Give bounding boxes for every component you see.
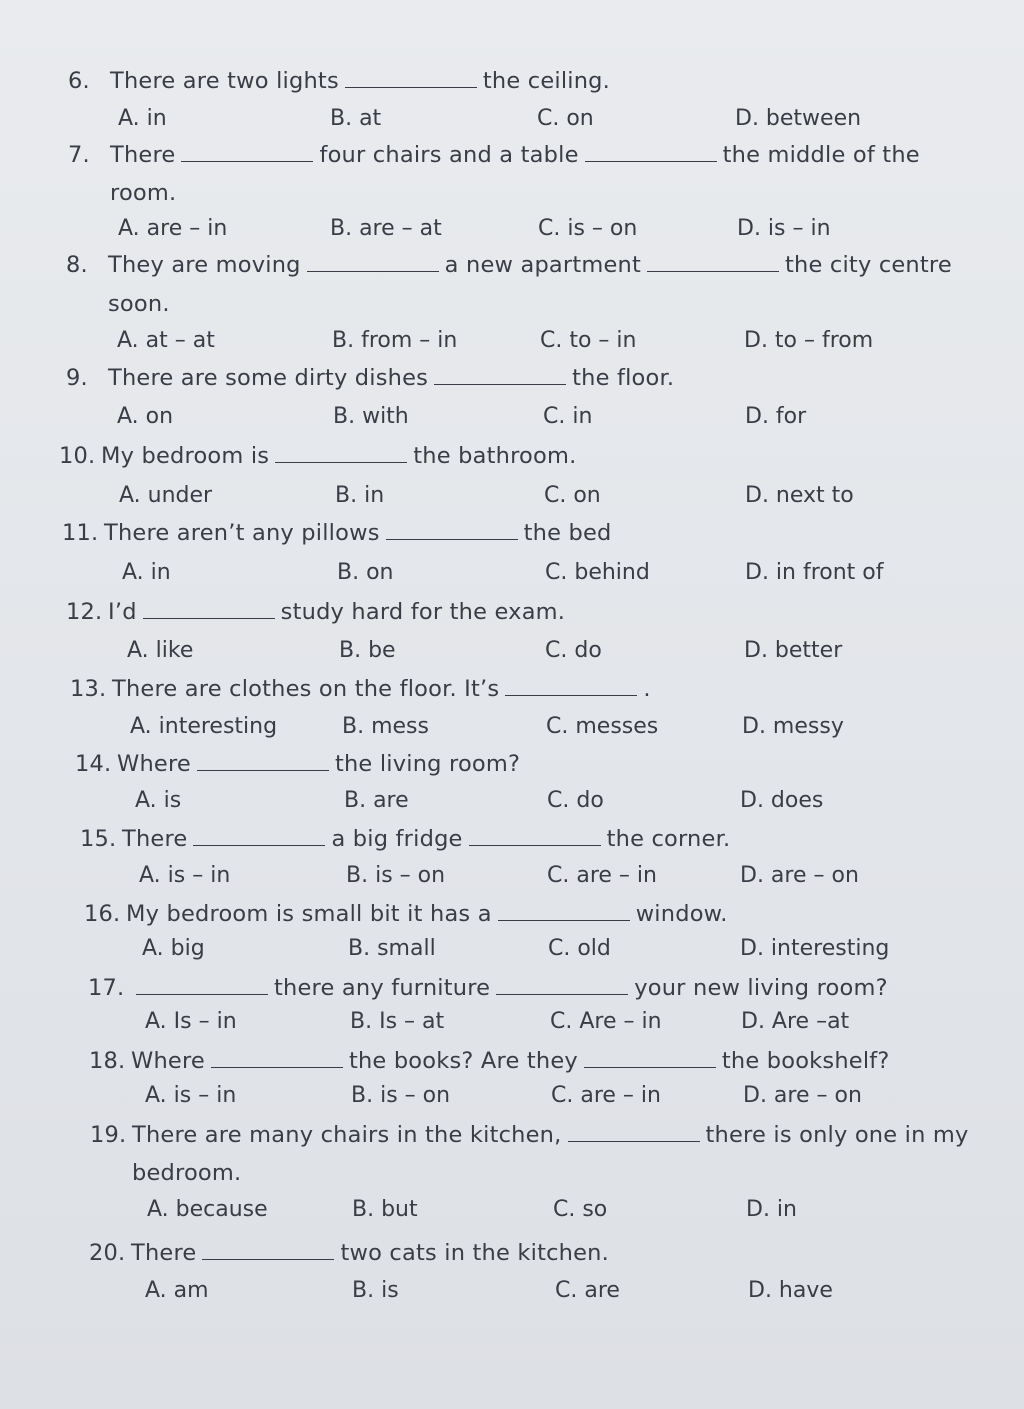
option-c: C. do [547,788,604,813]
question-text-continued: soon. [108,291,170,317]
answer-blank [136,993,268,995]
answer-blank [496,993,628,995]
option-c: C. on [537,106,594,131]
question-text-continued: room. [110,180,177,206]
question-text: the books? Are they [348,1048,578,1074]
question-number: 16. [84,901,121,927]
option-a: A. under [119,483,213,508]
option-a: A. big [142,936,205,961]
option-b: B. is [352,1278,399,1303]
option-a: A. is – in [139,863,231,888]
question-number: 18. [89,1048,126,1074]
option-b: B. but [352,1197,418,1222]
question-13 [70,676,651,702]
option-b: B. at [330,106,382,131]
question-text: I’d [108,599,137,625]
question-text: There [131,1240,197,1266]
option-b: B. Is – at [350,1009,445,1034]
answer-blank [469,844,601,846]
option-d: D. in [746,1197,797,1222]
option-c: C. are – in [551,1083,661,1108]
option-b: B. on [337,560,394,585]
question-15 [80,826,730,852]
option-b: B. in [335,483,385,508]
question-text: My bedroom is small bit it has a [126,901,492,927]
question-number: 11. [62,520,99,546]
option-d: D. is – in [737,216,831,241]
option-b: B. mess [342,714,429,739]
question-text: your new living room? [634,975,888,1001]
option-a: A. am [145,1278,209,1303]
option-a: A. are – in [118,216,228,241]
question-number: 17. [88,975,125,1001]
question-20 [89,1240,609,1266]
question-number: 12. [66,599,103,625]
option-d: D. between [735,106,862,131]
question-text: There [110,142,176,168]
question-text: a new apartment [444,252,642,278]
option-c: C. do [545,638,602,663]
option-b: B. be [339,638,396,663]
option-d: D. in front of [745,560,884,585]
question-number: 10. [59,443,96,469]
answer-blank [647,270,779,272]
option-d: D. are – on [743,1083,862,1108]
question-18 [89,1048,890,1074]
question-text: the middle of the [722,142,920,168]
question-text: four chairs and a table [319,142,579,168]
question-text: window. [635,901,728,927]
question-12 [66,599,565,625]
option-d: D. Are –at [741,1009,850,1034]
question-text: There are many chairs in the kitchen, [132,1122,562,1148]
question-text: the city centre [785,252,952,278]
question-text: the corner. [606,826,731,852]
answer-blank [193,844,325,846]
answer-blank [584,1066,716,1068]
question-text: There are two lights [110,68,339,94]
answer-blank [197,769,329,771]
option-d: D. next to [745,483,854,508]
option-c: C. behind [545,560,650,585]
option-c: C. so [553,1197,608,1222]
option-b: B. is – on [346,863,446,888]
question-text: the bed [523,520,612,546]
question-text: Where [131,1048,205,1074]
question-text: two cats in the kitchen. [340,1240,609,1266]
option-d: D. have [748,1278,833,1303]
option-a: A. Is – in [145,1009,237,1034]
answer-blank [585,160,717,162]
question-number: 15. [80,826,117,852]
question-6 [68,68,610,94]
question-text: They are moving [108,252,301,278]
option-a: A. in [118,106,167,131]
option-a: A. on [117,404,174,429]
option-c: C. messes [546,714,659,739]
answer-blank [307,270,439,272]
option-c: C. on [544,483,601,508]
option-c: C. old [548,936,611,961]
question-9 [66,365,674,391]
question-text: . [643,676,651,702]
answer-blank [386,538,518,540]
answer-blank [275,461,407,463]
option-a: A. interesting [130,714,278,739]
question-text: There are some dirty dishes [108,365,429,391]
option-a: A. is [135,788,182,813]
question-text: a big fridge [331,826,463,852]
option-c: C. to – in [540,328,637,353]
option-b: B. small [348,936,436,961]
option-a: A. at – at [117,328,215,353]
question-number: 6. [68,68,90,94]
question-text: there any furniture [274,975,491,1001]
answer-blank [505,694,637,696]
question-10 [59,443,576,469]
question-11 [62,520,612,546]
question-19 [90,1122,969,1148]
option-c: C. are – in [547,863,657,888]
question-number: 9. [66,365,88,391]
question-text: the bookshelf? [721,1048,890,1074]
option-d: D. does [740,788,824,813]
option-d: D. better [744,638,843,663]
answer-blank [498,919,630,921]
question-14 [75,751,520,777]
answer-blank [211,1066,343,1068]
question-text: Where [117,751,191,777]
question-text: There aren’t any pillows [104,520,380,546]
option-b: B. is – on [351,1083,451,1108]
question-17 [88,975,888,1001]
question-number: 7. [68,142,90,168]
question-text: the bathroom. [413,443,577,469]
question-text: there is only one in my [705,1122,969,1148]
question-number: 14. [75,751,112,777]
question-number: 13. [70,676,107,702]
question-number: 19. [90,1122,127,1148]
answer-blank [181,160,313,162]
option-c: C. in [543,404,593,429]
question-number: 20. [89,1240,126,1266]
question-text: the ceiling. [482,68,611,94]
answer-blank [143,617,275,619]
question-text: study hard for the exam. [280,599,566,625]
question-number: 8. [66,252,88,278]
question-16 [84,901,728,927]
question-text: There are clothes on the floor. It’s [112,676,500,702]
option-c: C. is – on [538,216,638,241]
option-c: C. Are – in [550,1009,662,1034]
option-d: D. messy [742,714,844,739]
question-text: the floor. [572,365,675,391]
option-d: D. for [745,404,807,429]
option-b: B. are – at [330,216,442,241]
option-b: B. with [333,404,409,429]
option-a: A. in [122,560,171,585]
answer-blank [434,383,566,385]
answer-blank [568,1140,700,1142]
answer-blank [202,1258,334,1260]
question-text-continued: bedroom. [132,1160,242,1186]
option-b: B. from – in [332,328,458,353]
answer-blank [345,86,477,88]
option-d: D. interesting [740,936,890,961]
question-8 [66,252,952,278]
option-d: D. to – from [744,328,874,353]
question-7 [68,142,920,168]
option-a: A. like [127,638,194,663]
option-a: A. because [147,1197,268,1222]
option-b: B. are [344,788,409,813]
option-d: D. are – on [740,863,859,888]
question-text: There [122,826,188,852]
option-a: A. is – in [145,1083,237,1108]
option-c: C. are [555,1278,620,1303]
question-text: My bedroom is [101,443,270,469]
question-text: the living room? [334,751,521,777]
